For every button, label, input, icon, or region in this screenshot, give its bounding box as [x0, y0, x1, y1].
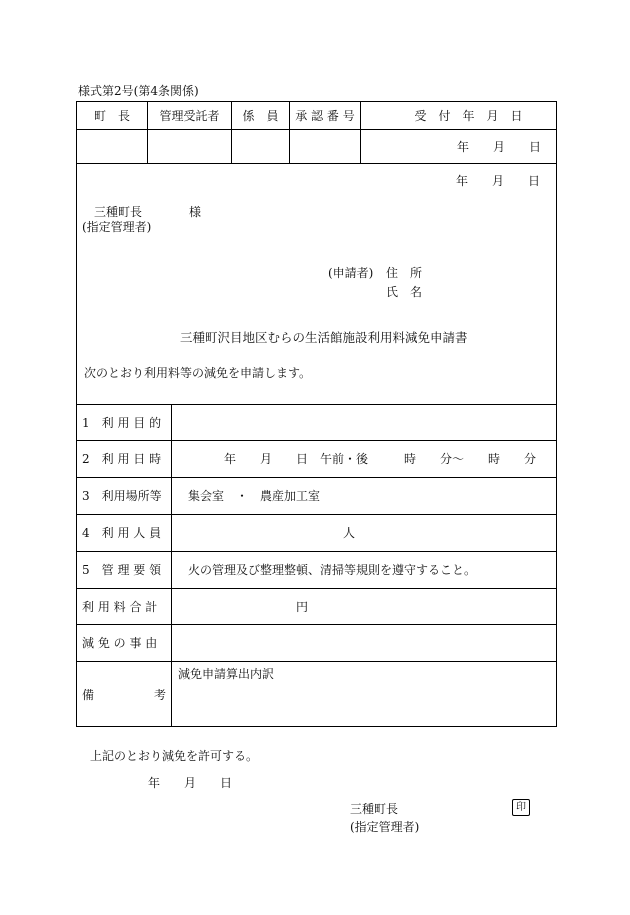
mayor-header: 町 長 [93, 108, 130, 123]
addressee: 三種町長 [94, 205, 143, 219]
remarks-label-right: 考 [153, 688, 166, 702]
item-label-total-fee: 利 用 料 合 計 [82, 599, 158, 614]
received-date-field: 年 月 日 [456, 139, 541, 154]
manager-header: 管理受託者 [159, 108, 220, 123]
item-value-datetime: 年 月 日 午前・後 時 分～ 時 分 [224, 452, 537, 466]
permission-text: 上記のとおり減免を許可する。 [90, 749, 259, 763]
item-label-reduction-reason: 減 免 の 事 由 [82, 636, 158, 650]
signer-designated-manager: (指定管理者) [350, 820, 420, 834]
name-label: 氏 名 [386, 285, 423, 299]
item-value-rules: 火の管理及び整理整頓、清掃等規則を遵守すること。 [188, 563, 477, 577]
remarks-label-left: 備 [82, 688, 95, 702]
staff-header: 係 員 [242, 108, 279, 123]
item-value-total-fee: 円 [296, 599, 309, 614]
item-label-attendees: 4 利 用 人 員 [82, 526, 162, 540]
item-value-location: 集会室 ・ 農産加工室 [188, 489, 321, 503]
approval-number-header: 承 認 番 号 [295, 108, 355, 123]
signer-title: 三種町長 [350, 802, 399, 816]
document-title: 三種町沢目地区むらの生活館施設利用料減免申請書 [180, 330, 468, 345]
permission-date: 年 月 日 [148, 776, 233, 790]
received-date-header: 受 付 年 月 日 [414, 108, 523, 123]
item-label-purpose: 1 利 用 目 的 [82, 415, 162, 430]
applicant-label: (申請者) [328, 266, 374, 280]
item-label-rules: 5 管 理 要 領 [82, 563, 162, 577]
addressee-designated-manager: (指定管理者) [82, 220, 152, 234]
item-label-datetime: 2 利 用 日 時 [82, 452, 162, 466]
address-label: 住 所 [386, 266, 423, 280]
application-date: 年 月 日 [456, 174, 541, 188]
seal-mark: 印 [512, 799, 530, 816]
remarks-label [82, 686, 166, 703]
addressee-honorific: 様 [189, 205, 202, 219]
item-label-location: 3 利用場所等 [82, 489, 162, 503]
item-value-attendees: 人 [343, 526, 356, 540]
remarks-value: 減免申請算出内訳 [178, 667, 275, 681]
application-body: 次のとおり利用料等の減免を申請します。 [84, 366, 312, 380]
form-label: 様式第2号(第4条関係) [78, 84, 199, 98]
